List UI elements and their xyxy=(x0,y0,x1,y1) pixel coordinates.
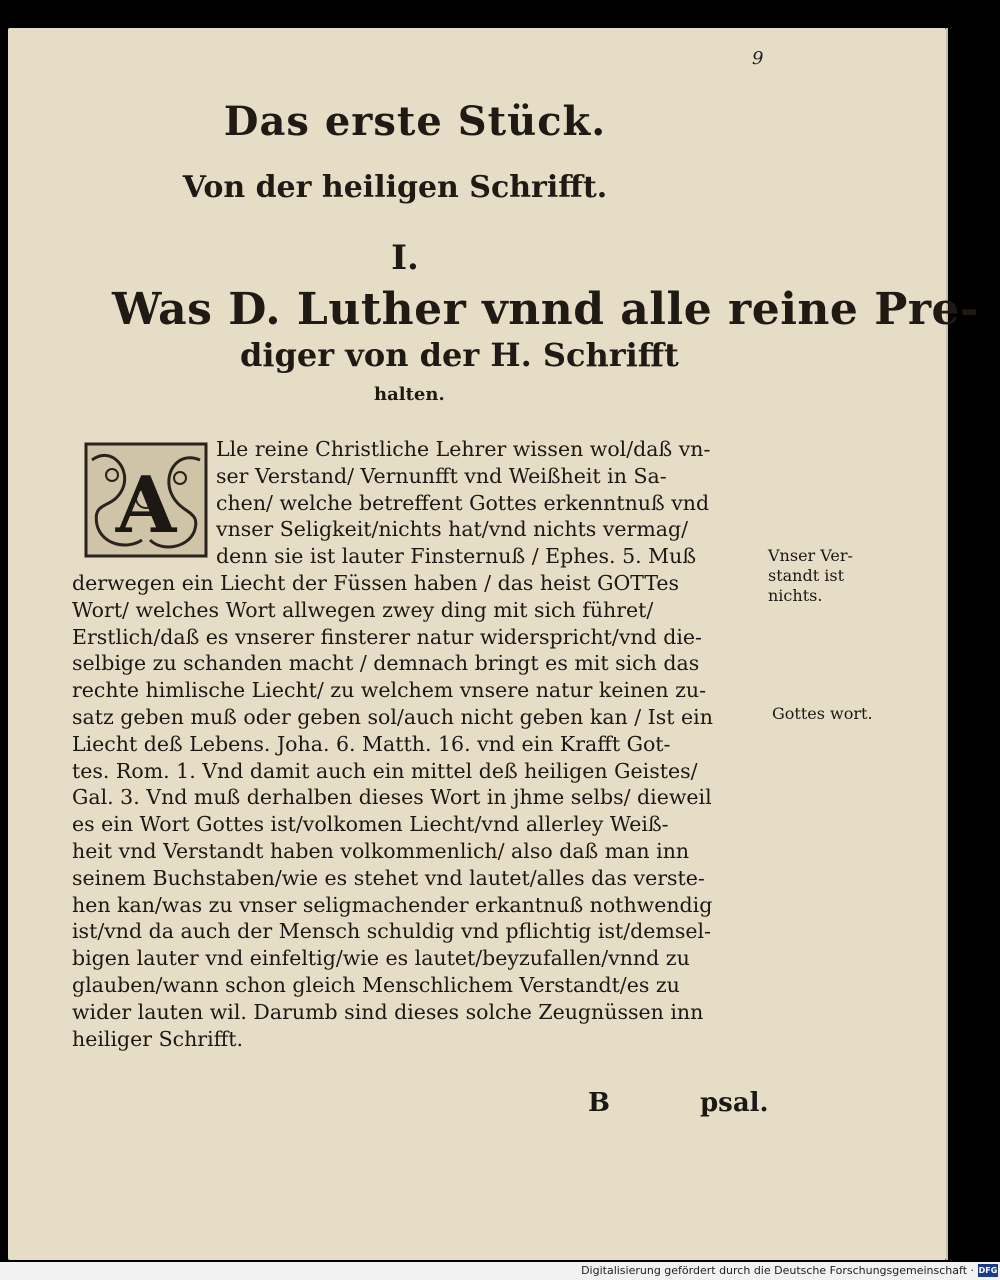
body-line: bigen lauter vnd einfeltig/wie es lautet/beyzufallen/vnnd zu xyxy=(72,946,690,971)
margin-note-line: Gottes wort. xyxy=(772,704,873,723)
margin-note-line: nichts. xyxy=(768,586,823,605)
body-line: denn sie ist lauter Finsternuß / Ephes. 5. Muß xyxy=(216,544,697,569)
body-text xyxy=(72,436,772,1052)
body-line: wider lauten wil. Darumb sind dieses solche Zeugnüssen inn xyxy=(72,999,704,1024)
margin-note xyxy=(768,546,853,606)
footer-credit: Digitalisierung gefördert durch die Deutsche Forschungsgemeinschaft · xyxy=(581,1264,974,1277)
body-line: Lle reine Christliche Lehrer wissen wol/daß vn- xyxy=(216,437,711,461)
body-line: selbige zu schanden macht / demnach bringt es mit sich das xyxy=(72,651,700,676)
body-line: heiliger Schrifft. xyxy=(72,1026,243,1051)
body-line: vnser Seligkeit/nichts hat/vnd nichts vermag/ xyxy=(216,517,689,542)
body-line: derwegen ein Liecht der Füssen haben / das heist GOTTes xyxy=(72,570,680,595)
page-edge xyxy=(946,28,948,1260)
dfg-logo-icon: DFG xyxy=(978,1266,998,1275)
body-line: chen/ welche betreffent Gottes erkenntnuß vnd xyxy=(216,490,710,515)
margin-note xyxy=(772,704,873,724)
body-line: Erstlich/daß es vnserer finsterer natur widerspricht/vnd die- xyxy=(72,624,702,649)
body-line: glauben/wann schon gleich Menschlichem Verstandt/es zu xyxy=(72,972,680,997)
section-title: Das erste Stück. xyxy=(223,98,607,145)
body-line: Gal. 3. Vnd muß derhalben dieses Wort in jhme selbs/ dieweil xyxy=(72,785,712,810)
body-line: rechte himlische Liecht/ zu welchem vnsere natur keinen zu- xyxy=(72,678,706,703)
svg-text:A: A xyxy=(115,460,177,551)
page-number: 9 xyxy=(752,48,764,69)
chapter-heading-line: halten. xyxy=(374,384,445,405)
margin-note-line: Vnser Ver- xyxy=(768,546,853,565)
body-line: hen kan/was zu vnser seligmachender erkantnuß nothwendig xyxy=(72,892,713,917)
body-line: Wort/ welches Wort allwegen zwey ding mit sich führet/ xyxy=(72,597,654,622)
body-line: heit vnd Verstandt haben volkommenlich/ also daß man inn xyxy=(72,838,690,863)
body-line: seinem Buchstaben/wie es stehet vnd lautet/alles das verste- xyxy=(72,865,705,890)
chapter-heading-line: diger von der H. Schrifft xyxy=(240,336,679,374)
margin-note-line: standt ist xyxy=(768,566,844,585)
body-line: tes. Rom. 1. Vnd damit auch ein mittel deß heiligen Geistes/ xyxy=(72,758,698,783)
body-line: es ein Wort Gottes ist/volkomen Liecht/vnd allerley Weiß- xyxy=(72,812,669,837)
body-line: satz geben muß oder geben sol/auch nicht geben kan / Ist ein xyxy=(72,704,713,729)
body-line: ser Verstand/ Vernunfft vnd Weißheit in Sa- xyxy=(216,463,667,488)
catchword: psal. xyxy=(700,1088,769,1118)
body-line: ist/vnd da auch der Mensch schuldig vnd pflichtig ist/demsel- xyxy=(72,919,711,944)
chapter-numeral: I. xyxy=(391,238,419,278)
body-line: Liecht deß Lebens. Joha. 6. Matth. 16. vnd ein Krafft Got- xyxy=(72,731,671,756)
chapter-heading-line: Was D. Luther vnnd alle reine Pre- xyxy=(112,284,979,335)
subsection-title: Von der heiligen Schrifft. xyxy=(182,170,608,205)
signature-mark: B xyxy=(588,1088,610,1118)
